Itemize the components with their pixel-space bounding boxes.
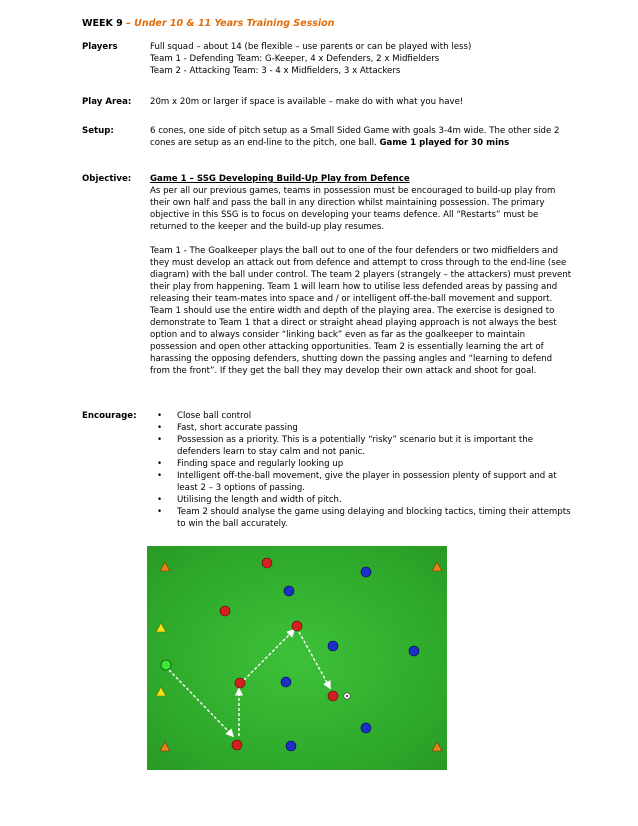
encourage-section bbox=[82, 410, 572, 530]
cone-yellow bbox=[156, 623, 166, 632]
training-diagram bbox=[147, 546, 447, 770]
list-item: • Team 2 should analyse the game using delaying and blocking tactics, timing their attempts to win the ball accurately. bbox=[150, 506, 572, 530]
objective-label: Objective: bbox=[82, 174, 132, 184]
team1-player bbox=[232, 740, 242, 750]
list-item: • Utilising the length and width of pitch. bbox=[150, 494, 572, 506]
list-item: • Fast, short accurate passing bbox=[150, 422, 572, 434]
cone-orange bbox=[432, 562, 442, 571]
setup-label: Setup: bbox=[82, 126, 114, 136]
list-item: • Intelligent off-the-ball movement, give the player in possession plenty of support and at least 2 – 3 options of passing. bbox=[150, 470, 572, 494]
cone-orange bbox=[160, 562, 170, 571]
objective-paragraph: As per all our previous games, teams in possession must be encouraged to build-up play from their own half and pass the ball in any direction whilst maintaining possession. The primary objective in this SSG is to focus on developing your teams defence. All “Restarts” must be returned to the keeper and the build-up play resumes. bbox=[150, 186, 556, 232]
setup-text: 6 cones, one side of pitch setup as a Small Sided Game with goals 3-4m wide. The other side 2 cones are setup as an end-line to the pitch, one ball. bbox=[150, 126, 560, 148]
team2-player bbox=[361, 723, 371, 733]
team2-player bbox=[409, 646, 419, 656]
ball-patch bbox=[346, 695, 348, 697]
list-item: • Finding space and regularly looking up bbox=[150, 458, 572, 470]
players-line: Team 1 - Defending Team: G-Keeper, 4 x Defenders, 2 x Midfielders bbox=[150, 54, 440, 64]
encourage-label: Encourage: bbox=[82, 411, 137, 421]
objective-paragraph: Team 1 - The Goalkeeper plays the ball out to one of the four defenders or two midfielders and they must develop an attack out from defence and attempt to cross through to the end-line (see diagram) with the ball under control. The team 2 players (strangely – the attackers) must prevent their play from happening. Team 1 will learn how to utilise less defended areas by passing and releasing their team-mates into space and / or intelligent off-the-ball movement and support. Team 1 should use the entire width and depth of the playing area. The exercise is designed to demonstrate to Team 1 that a direct or straight ahead playing approach is not always the best option and to always consider “linking back” even as far as the goalkeeper to maintain possession and open other attacking opportunities. Team 2 is essentially learning the art of harassing the opposing defenders, shutting down the passing angles and “learning to defend from the front”. If they get the ball they may develop their own attack and shoot for goal. bbox=[150, 246, 572, 376]
list-item: • Close ball control bbox=[150, 410, 572, 422]
team1-player bbox=[292, 621, 302, 631]
play-area-section bbox=[82, 96, 572, 108]
list-item: • Possession as a priority. This is a potentially “risky” scenario but it is important the defenders learn to stay calm and not panic. bbox=[150, 434, 572, 458]
team1-player bbox=[262, 558, 272, 568]
play-area-text: 20m x 20m or larger if space is available – make do with what you have! bbox=[150, 97, 464, 107]
objective-section bbox=[82, 173, 572, 377]
cone-orange bbox=[160, 742, 170, 751]
team1-player bbox=[235, 678, 245, 688]
week-label: WEEK 9 bbox=[82, 18, 123, 29]
pitch-svg bbox=[147, 546, 447, 770]
cone-yellow bbox=[156, 687, 166, 696]
objective-heading: Game 1 – SSG Developing Build-Up Play from Defence bbox=[150, 174, 410, 184]
team2-player bbox=[281, 677, 291, 687]
goalkeeper bbox=[161, 660, 171, 670]
pass-arrow bbox=[169, 670, 233, 736]
players-section bbox=[82, 41, 572, 77]
team2-player bbox=[286, 741, 296, 751]
setup-section bbox=[82, 125, 572, 149]
play-area-label: Play Area: bbox=[82, 97, 132, 107]
session-title bbox=[82, 18, 334, 29]
team2-player bbox=[361, 567, 371, 577]
team2-player bbox=[328, 641, 338, 651]
pass-arrow bbox=[299, 632, 330, 688]
players-label: Players bbox=[82, 42, 118, 52]
players-line: Full squad – about 14 (be flexible – use parents or can be played with less) bbox=[150, 42, 472, 52]
cone-orange bbox=[432, 742, 442, 751]
setup-duration: Game 1 played for 30 mins bbox=[379, 138, 510, 148]
players-line: Team 2 - Attacking Team: 3 - 4 x Midfielders, 3 x Attackers bbox=[150, 66, 401, 76]
encourage-list bbox=[150, 410, 572, 530]
team2-player bbox=[284, 586, 294, 596]
team1-player bbox=[328, 691, 338, 701]
session-subtitle: – Under 10 & 11 Years Training Session bbox=[122, 18, 335, 29]
pass-arrow bbox=[244, 630, 294, 680]
team1-player bbox=[220, 606, 230, 616]
